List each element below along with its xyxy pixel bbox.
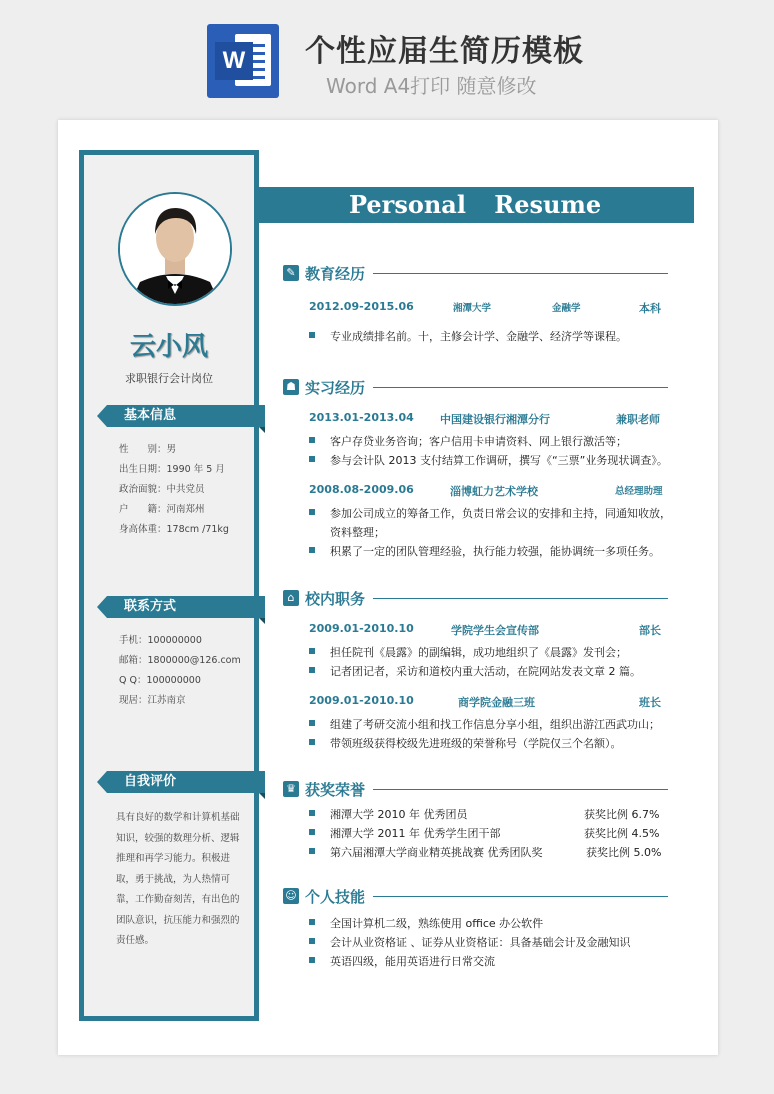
job-objective: 求职银行会计岗位: [125, 372, 213, 385]
list-item: 会计从业资格证 、证券从业资格证：具备基础会计及金融知识: [309, 934, 631, 950]
intern-2-date: 2008.08-2009.06: [309, 483, 414, 496]
info-height-weight: 身高体重：178cm /71kg: [119, 524, 229, 535]
resume-banner: Personal Resume: [257, 187, 694, 223]
campus-1-date: 2009.01-2010.10: [309, 622, 414, 635]
intern-2-org: 淄博虹力艺术学校: [450, 485, 538, 498]
campus-2-role: 班长: [639, 696, 661, 709]
campus-1-org: 学院学生会宣传部: [451, 624, 539, 637]
internship-heading: 实习经历: [305, 379, 366, 397]
list-item: 湘潭大学 2010 年 优秀团员: [309, 806, 467, 822]
info-gender: 性 别：男: [119, 444, 177, 455]
trophy-icon: ♛: [283, 781, 299, 797]
list-item: 担任院刊《晨露》的副编辑，成功地组织了《晨露》发刊会；: [309, 644, 627, 660]
list-item: 记者团记者，采访和道校内重大活动，在院网站发表文章 2 篇。: [309, 663, 641, 679]
education-major: 金融学: [552, 303, 581, 314]
info-hometown: 户 籍：河南郑州: [119, 504, 205, 515]
list-item: 参加公司成立的筹备工作，负责日常会议的安排和主持，同通知收放，: [309, 505, 671, 521]
education-date: 2012.09-2015.06: [309, 300, 414, 313]
list-item: 积累了一定的团队管理经验，执行能力较强，能协调统一多项任务。: [309, 543, 660, 559]
list-item: 全国计算机二级，熟练使用 office 办公软件: [309, 915, 543, 931]
award-ratio: 获奖比例 6.7%: [584, 808, 660, 821]
basic-info-heading: 基本信息: [107, 405, 265, 427]
campus-1-role: 部长: [639, 624, 661, 637]
education-school: 湘潭大学: [453, 303, 492, 314]
intern-1-role: 兼职老师: [616, 413, 660, 426]
avatar: [118, 192, 232, 306]
self-evaluation-text: 具有良好的数学和计算机基础知识，较强的数理分析、逻辑推理和再学习能力。积极进取，勇于挑战，为人热情可靠，工作勤奋刻苦，有出色的团队意识，抗压能力和强烈的责任感。: [116, 812, 240, 946]
campus-2-date: 2009.01-2010.10: [309, 694, 414, 707]
skills-heading: 个人技能: [305, 888, 366, 906]
divider: [373, 273, 668, 274]
campus-heading: 校内职务: [305, 590, 366, 608]
person-icon: ☗: [283, 379, 299, 395]
education-heading: 教育经历: [305, 265, 366, 283]
list-item-continued: 资料整理；: [330, 526, 385, 539]
education-degree: 本科: [639, 302, 661, 315]
page-subtitle: Word A4打印 随意修改: [326, 74, 537, 98]
word-icon: [207, 24, 279, 98]
list-item: 组建了考研交流小组和找工作信息分享小组，组织出游江西武功山；: [309, 716, 660, 732]
divider: [373, 598, 668, 599]
list-item: 英语四级，能用英语进行日常交流: [309, 953, 495, 969]
list-item: 带领班级获得校级先进班级的荣誉称号（学院仅三个名额）。: [309, 735, 622, 751]
contact-address: 现居：江苏南京: [119, 695, 186, 706]
list-item: 参与会计队 2013 支付结算工作调研，撰写《“三票”业务现状调查》。: [309, 452, 668, 468]
divider: [373, 789, 668, 790]
contact-qq: Q Q：100000000: [119, 675, 201, 686]
word-letter: W: [215, 42, 253, 80]
awards-heading: 获奖荣誉: [305, 781, 366, 799]
candidate-name: 云小风: [129, 332, 208, 362]
divider: [373, 387, 668, 388]
intern-2-role: 总经理助理: [615, 486, 663, 497]
list-item: 专业成绩排名前。十，主修会计学、金融学、经济学等课程。: [309, 328, 627, 344]
contact-phone: 手机：100000000: [119, 635, 202, 646]
contact-email: 邮箱：1800000@126.com: [119, 655, 241, 666]
divider: [373, 896, 668, 897]
user-icon: ☺: [283, 888, 299, 904]
info-politics: 政治面貌：中共党员: [119, 484, 205, 495]
info-birth: 出生日期：1990 年 5 月: [119, 464, 225, 475]
leaf-icon: ✎: [283, 265, 299, 281]
list-item: 湘潭大学 2011 年 优秀学生团干部: [309, 825, 500, 841]
page-title: 个性应届生简历模板: [305, 34, 584, 69]
intern-1-date: 2013.01-2013.04: [309, 411, 414, 424]
list-item: 第六届湘潭大学商业精英挑战赛 优秀团队奖: [309, 844, 543, 860]
home-icon: ⌂: [283, 590, 299, 606]
intern-1-org: 中国建设银行湘潭分行: [440, 413, 550, 426]
list-item: 客户存贷业务咨询；客户信用卡申请资料、网上银行激活等；: [309, 433, 627, 449]
contact-heading: 联系方式: [107, 596, 265, 618]
award-ratio: 获奖比例 4.5%: [584, 827, 660, 840]
self-evaluation-heading: 自我评价: [107, 771, 265, 793]
award-ratio: 获奖比例 5.0%: [586, 846, 662, 859]
campus-2-org: 商学院金融三班: [458, 696, 535, 709]
